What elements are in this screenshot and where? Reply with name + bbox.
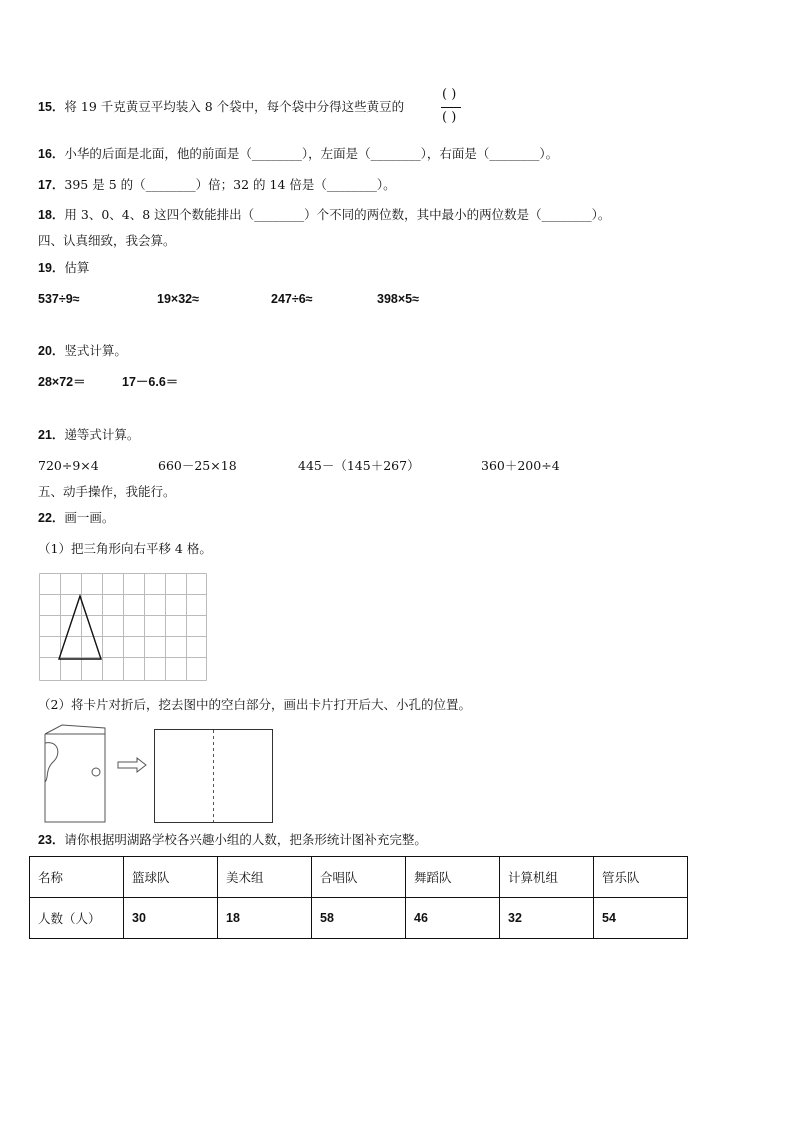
- expression: 398×5≈: [377, 292, 419, 306]
- question-number: 21．: [38, 428, 65, 442]
- question-22-part-2: [38, 697, 471, 713]
- table-header-row: [30, 857, 688, 898]
- section-title: 四、认真细致，我会算。: [38, 233, 176, 248]
- question-title: 估算: [64, 260, 90, 275]
- question-number: 20．: [38, 344, 65, 358]
- table-header-cell: 美术组: [218, 857, 312, 898]
- question-number: 22．: [38, 511, 65, 525]
- part-text: （2）将卡片对折后，挖去图中的空白部分，画出卡片打开后大、小孔的位置。: [38, 697, 471, 712]
- fraction-bar: [441, 107, 461, 108]
- question-15: [38, 99, 404, 115]
- table-header-cell: 计算机组: [500, 857, 594, 898]
- question-text: 请你根据明湖路学校各兴趣小组的人数，把条形统计图补充完整。: [64, 832, 427, 847]
- expression: 660－25×18: [158, 458, 237, 473]
- table-cell: 54: [594, 898, 688, 939]
- question-19: [38, 260, 89, 276]
- interest-group-table: [29, 856, 688, 939]
- question-22: [38, 510, 114, 526]
- table-header-cell: 管乐队: [594, 857, 688, 898]
- expression: 445－（145＋267）: [298, 458, 420, 473]
- question-18: [38, 207, 610, 223]
- table-header-cell: 篮球队: [124, 857, 218, 898]
- folded-card-figure: [40, 720, 280, 826]
- question-title: 画一画。: [64, 510, 115, 525]
- table-row: [30, 898, 688, 939]
- folded-card: [45, 725, 105, 822]
- question-number: 18．: [38, 208, 65, 222]
- question-title: 递等式计算。: [64, 427, 140, 442]
- question-20: [38, 343, 127, 359]
- fraction-blank: [439, 86, 463, 130]
- expression: 28×72＝: [38, 375, 86, 389]
- table-row-label: 人数（人）: [30, 898, 124, 939]
- expression: 17－6.6＝: [122, 375, 179, 389]
- question-title: 竖式计算。: [64, 343, 127, 358]
- arrow-icon: [118, 758, 146, 772]
- question-number: 15．: [38, 100, 65, 114]
- table-cell: 32: [500, 898, 594, 939]
- fraction-denominator-blank: ( ): [442, 110, 457, 125]
- question-number: 23．: [38, 833, 65, 847]
- section-heading-5: [38, 484, 176, 500]
- question-16: [38, 146, 558, 162]
- expression: 537÷9≈: [38, 292, 80, 306]
- expression: 19×32≈: [157, 292, 199, 306]
- question-text: 395 是 5 的（________）倍；32 的 14 倍是（________）。: [64, 177, 396, 192]
- question-number: 16．: [38, 147, 65, 161]
- question-21: [38, 427, 139, 443]
- question-number: 17．: [38, 178, 65, 192]
- part-text: （1）把三角形向右平移 4 格。: [38, 541, 212, 556]
- question-text: 用 3、0、4、8 这四个数能排出（________）个不同的两位数，其中最小的两位数是（________）。: [64, 207, 611, 222]
- question-17: [38, 177, 396, 193]
- question-23: [38, 832, 427, 848]
- question-text: 将 19 千克黄豆平均装入 8 个袋中，每个袋中分得这些黄豆的: [64, 99, 405, 114]
- table-header-label: 名称: [30, 857, 124, 898]
- expression: 720÷9×4: [38, 458, 99, 473]
- question-22-part-1: [38, 541, 212, 557]
- table-cell: 58: [312, 898, 406, 939]
- question-text: 小华的后面是北面，他的前面是（________），左面是（________），右面是（________）。: [64, 146, 559, 161]
- table-header-cell: 舞蹈队: [406, 857, 500, 898]
- section-heading-4: [38, 233, 176, 249]
- triangle-shape: [59, 596, 101, 659]
- unfolded-card: [155, 730, 273, 823]
- grid-figure: [39, 573, 207, 681]
- cutout-hole-large: [45, 743, 58, 782]
- question-number: 19．: [38, 261, 65, 275]
- expression: 247÷6≈: [271, 292, 313, 306]
- fraction-numerator-blank: ( ): [442, 87, 457, 102]
- cutout-hole-small: [92, 768, 100, 776]
- section-title: 五、动手操作，我能行。: [38, 484, 176, 499]
- table-cell: 30: [124, 898, 218, 939]
- table-header-cell: 合唱队: [312, 857, 406, 898]
- expression: 360＋200÷4: [481, 458, 560, 473]
- table-cell: 18: [218, 898, 312, 939]
- table-cell: 46: [406, 898, 500, 939]
- grid-lines: [40, 574, 207, 681]
